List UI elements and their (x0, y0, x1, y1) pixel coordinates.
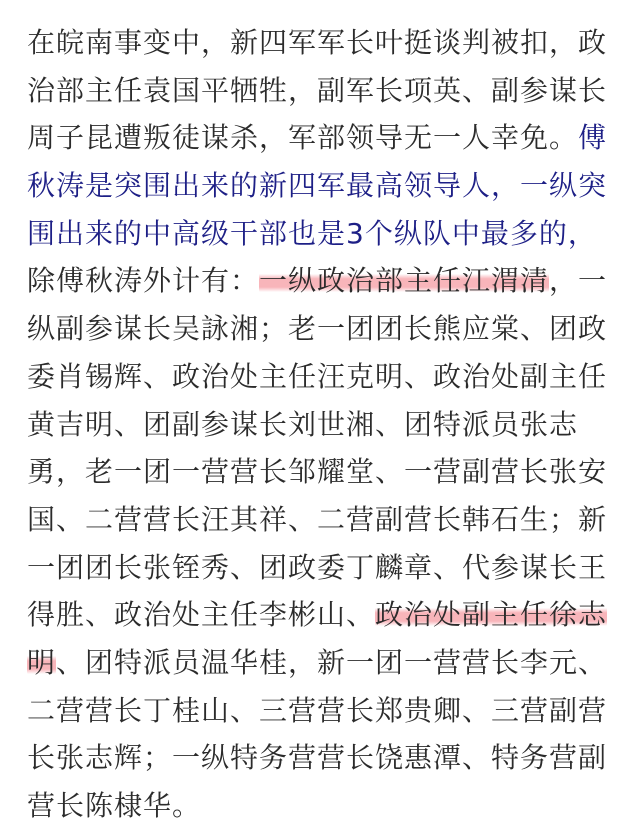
body-text: 营长陈棣华。 (27, 789, 202, 822)
body-text: 周子昆遭叛徒谋杀，军部领导无一人幸免。 (27, 121, 579, 155)
text-line (27, 114, 627, 162)
text-line (27, 353, 627, 401)
emphasized-text: 围出来的中高级干部也是3个纵队中最多的， (27, 216, 597, 250)
text-line (27, 19, 627, 67)
body-text: 委肖锡辉、政治处主任汪克明、政治处副主任 (27, 359, 608, 393)
body-text: 、团特派员温华桂，新一团一营营长李元、 (56, 645, 608, 679)
body-text: 国、二营营长汪其祥、二营副营长韩石生；新 (27, 502, 608, 536)
highlighted-text: 一纵政治部主任江渭清 (259, 264, 550, 298)
text-line (27, 496, 627, 544)
text-line (27, 448, 627, 496)
text-line (27, 639, 627, 687)
text-line (27, 305, 627, 353)
body-text: 黄吉明、团副参谋长刘世湘、团特派员张志 (27, 407, 579, 441)
text-line (27, 401, 627, 449)
body-text: 得胜、政治处主任李彬山、 (27, 598, 376, 632)
body-text: 纵副参谋长吴詠湘；老一团团长熊应棠、团政 (27, 312, 608, 346)
text-line (27, 257, 627, 305)
text-line (27, 687, 627, 735)
text-line (27, 67, 627, 115)
body-text: ，一 (549, 264, 608, 298)
highlighted-text: 明 (27, 645, 57, 679)
body-text: 一团团长张铚秀、团政委丁麟章、代参谋长王 (27, 550, 608, 584)
text-line (27, 210, 627, 258)
body-text: 在皖南事变中，新四军军长叶挺谈判被扣，政 (27, 26, 608, 59)
article-body (27, 19, 627, 830)
body-text: 除傅秋涛外计有： (27, 264, 260, 298)
emphasized-text: 秋涛是突围出来的新四军最高领导人，一纵突 (27, 169, 608, 203)
text-line (27, 734, 627, 782)
highlighted-text: 政治处副主任徐志 (375, 598, 608, 632)
body-text: 二营营长丁桂山、三营营长郑贵卿、三营副营 (27, 693, 608, 727)
text-line (27, 162, 627, 210)
text-line (27, 591, 627, 639)
body-text: 治部主任袁国平牺牲，副军长项英、副参谋长 (27, 73, 608, 107)
body-text: 勇，老一团一营营长邹耀堂、一营副营长张安 (27, 455, 608, 489)
text-line (27, 544, 627, 592)
emphasized-text: 傅 (578, 121, 608, 155)
text-line (27, 782, 627, 830)
body-text: 长张志辉；一纵特务营营长饶惠潭、特务营副 (27, 741, 608, 775)
